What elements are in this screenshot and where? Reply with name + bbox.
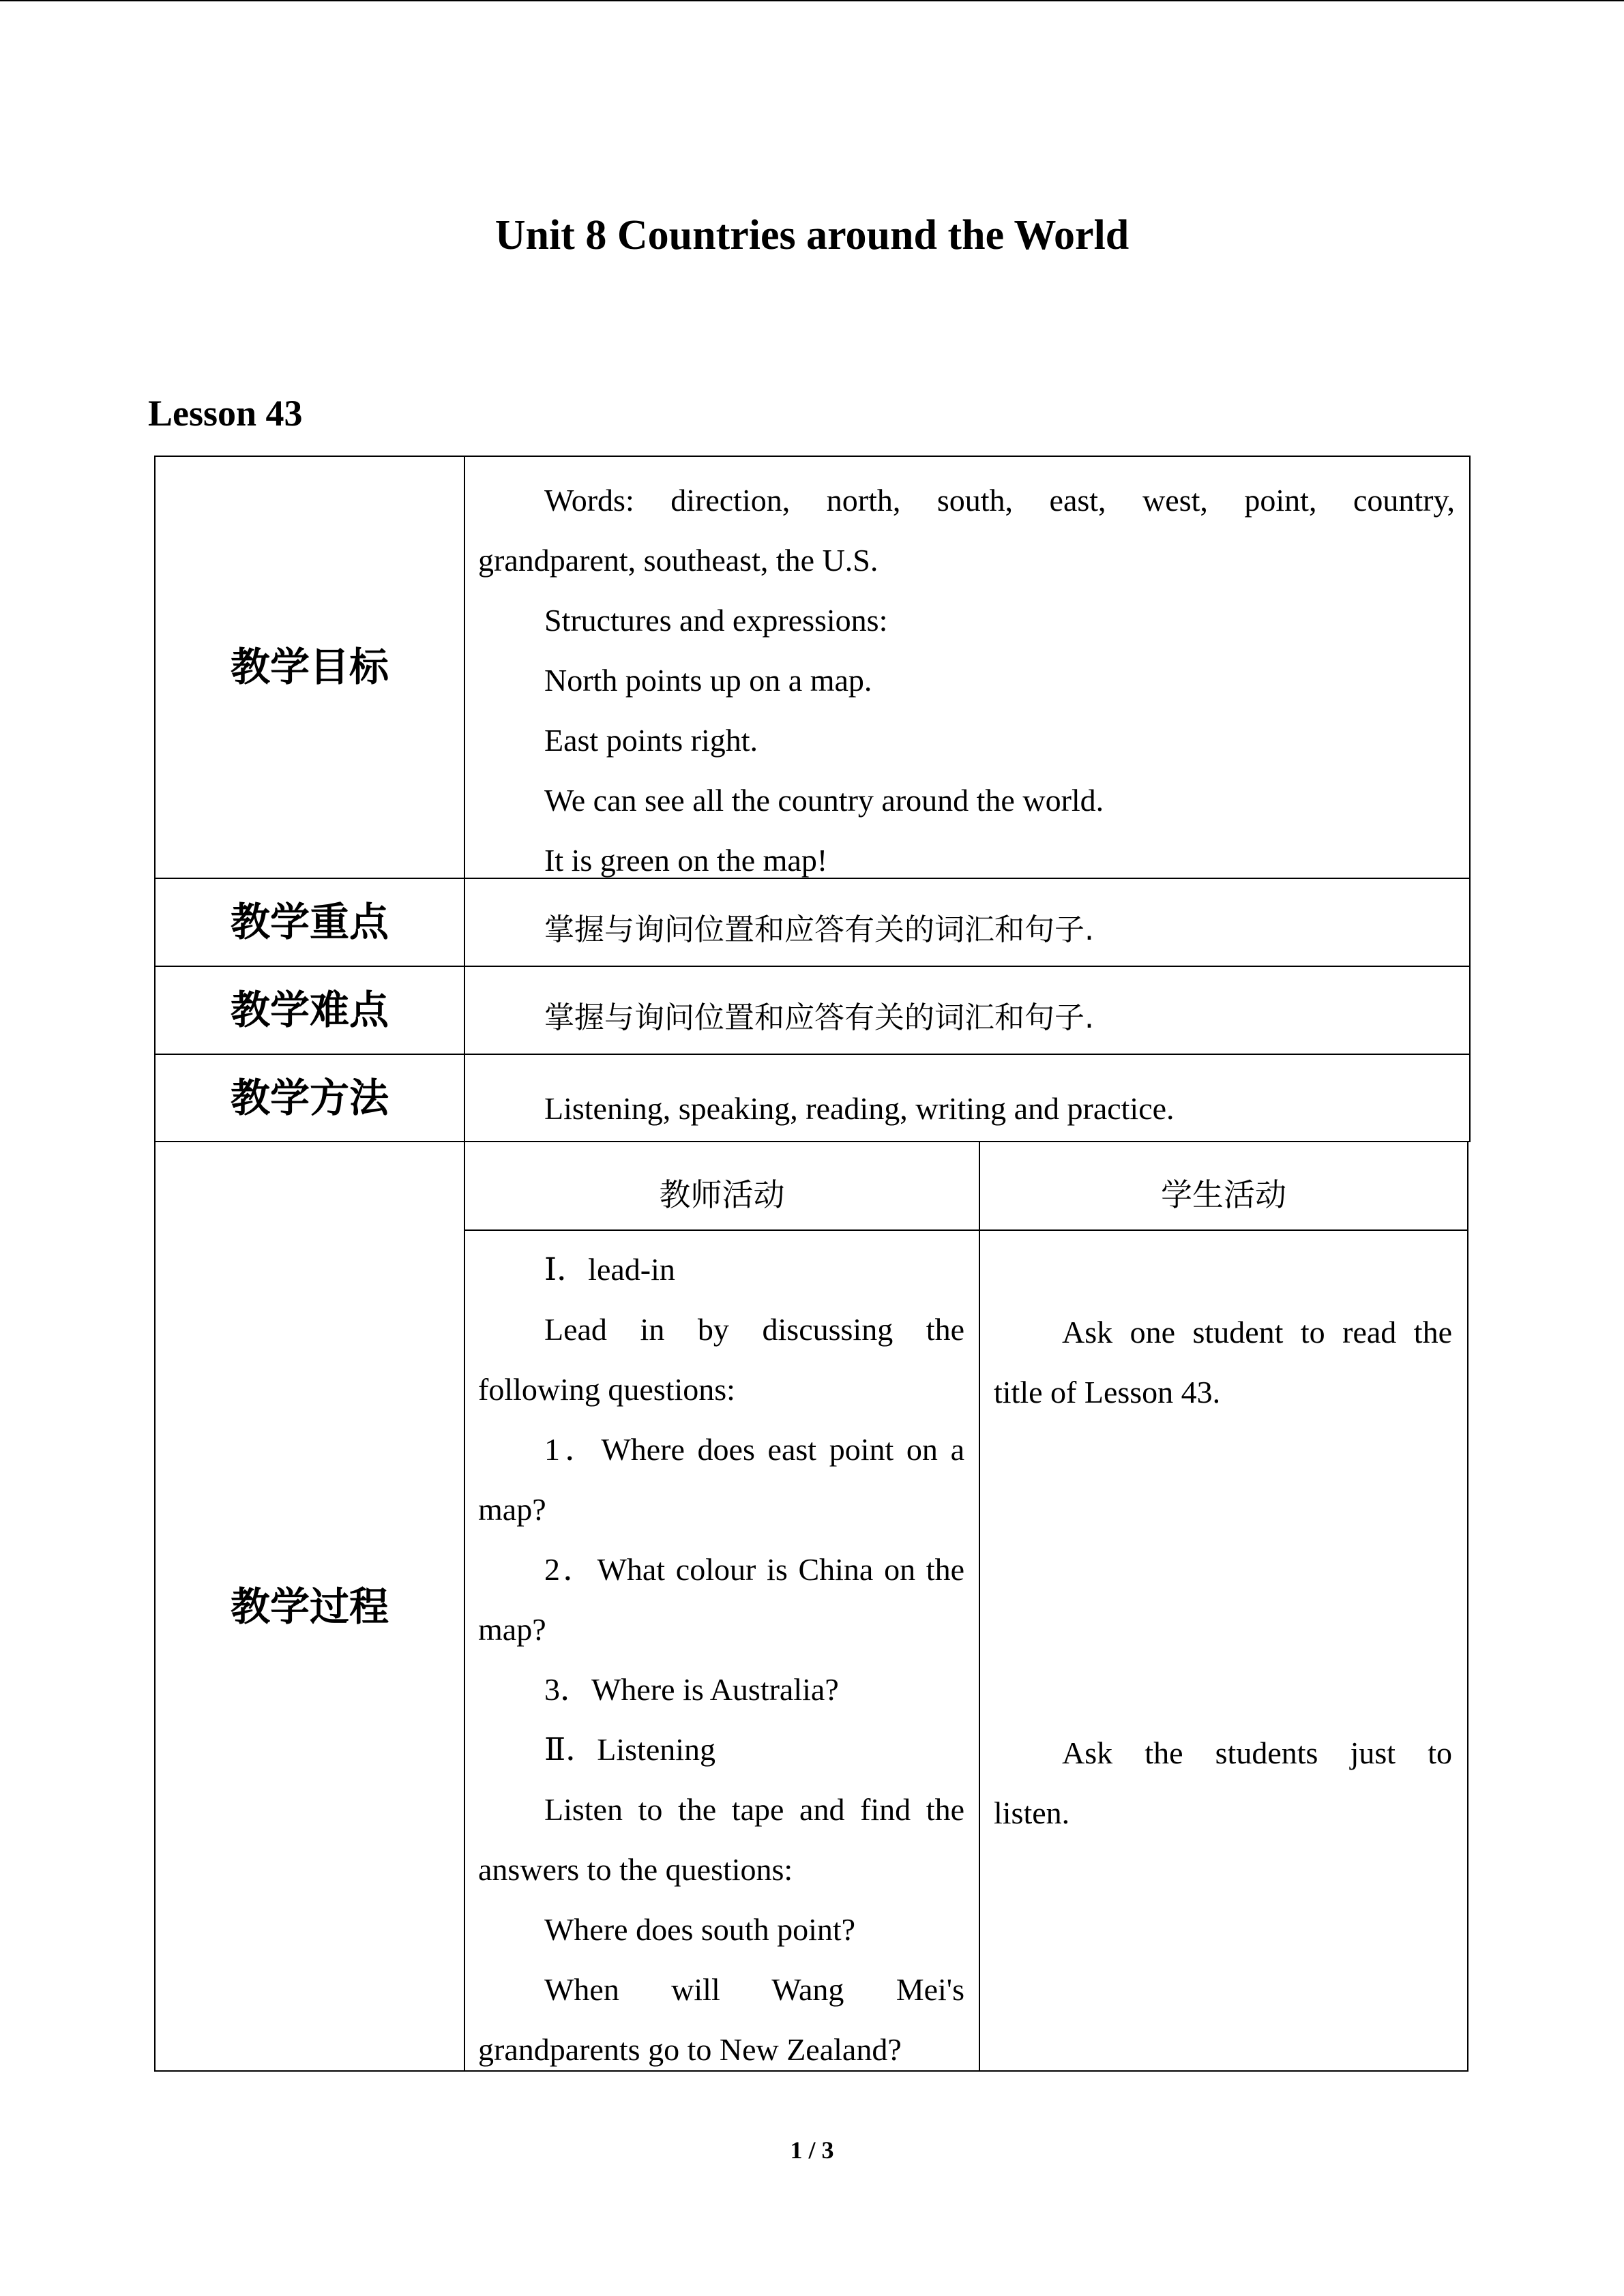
table-border — [154, 1141, 1471, 1142]
objectives-line: grandparent, southeast, the U.S. — [478, 543, 879, 578]
key-points-cell — [478, 900, 1455, 960]
objectives-line: East points right. — [544, 723, 758, 758]
teacher-line: 2．What colour is China on the — [544, 1552, 964, 1587]
teacher-line: Ⅱ．Listening — [544, 1732, 716, 1767]
difficulties-text: 掌握与询问位置和应答有关的词汇和句子. — [544, 1000, 1094, 1035]
key-points-text: 掌握与询问位置和应答有关的词汇和句子. — [544, 912, 1094, 947]
methods-text: Listening, speaking, reading, writing and practice. — [544, 1091, 1175, 1126]
page-number: 1 / 3 — [790, 2136, 834, 2164]
teacher-activity-cell — [478, 1240, 964, 2080]
difficulties-label: 教学难点 — [230, 987, 389, 1033]
student-activity-cell-1 — [994, 1302, 1452, 1422]
student-line: title of Lesson 43. — [994, 1375, 1221, 1410]
document-title: Unit 8 Countries around the World — [494, 212, 1130, 258]
objectives-line: Words: direction, north, south, east, west, point, country, — [544, 483, 1455, 518]
student-line: listen. — [994, 1795, 1070, 1830]
process-label: 教学过程 — [230, 1583, 389, 1630]
methods-cell — [478, 1079, 1455, 1139]
table-border — [464, 456, 465, 2072]
teacher-line: following questions: — [478, 1372, 735, 1407]
student-line: Ask the students just to — [1062, 1735, 1452, 1770]
objectives-label: 教学目标 — [230, 644, 389, 690]
top-border-line — [0, 0, 1624, 1]
teacher-line: Where does south point? — [544, 1912, 856, 1947]
lesson-heading: Lesson 43 — [148, 393, 303, 434]
table-border — [1467, 1141, 1468, 2072]
teacher-line: Listen to the tape and find the — [544, 1792, 964, 1827]
teacher-line: map? — [478, 1612, 546, 1647]
objectives-line: North points up on a map. — [544, 663, 872, 698]
table-border — [464, 1229, 1468, 1231]
student-activity-header: 学生活动 — [1161, 1176, 1286, 1213]
teacher-line: Ⅰ．lead-in — [544, 1252, 675, 1287]
student-activity-cell-2 — [994, 1723, 1452, 1843]
difficulties-cell — [478, 988, 1455, 1048]
teacher-line: Lead in by discussing the — [544, 1312, 964, 1347]
teacher-line: 3．Where is Australia? — [544, 1672, 839, 1707]
table-border — [154, 456, 1471, 457]
objectives-cell — [478, 471, 1455, 891]
objectives-line: It is green on the map! — [544, 843, 828, 878]
objectives-line: We can see all the country around the world. — [544, 783, 1104, 818]
table-border — [154, 966, 1471, 967]
methods-label: 教学方法 — [230, 1075, 389, 1121]
objectives-line: Structures and expressions: — [544, 603, 888, 638]
table-border — [979, 1141, 980, 2072]
table-border — [1469, 456, 1471, 1142]
key-points-label: 教学重点 — [230, 899, 389, 945]
teacher-line: When will Wang Mei's — [544, 1972, 964, 2007]
teacher-activity-header: 教师活动 — [659, 1176, 785, 1213]
teacher-line: map? — [478, 1492, 546, 1527]
table-border — [154, 1054, 1471, 1055]
table-border — [154, 456, 156, 2072]
student-line: Ask one student to read the — [1062, 1315, 1452, 1350]
teacher-line: 1．Where does east point on a — [544, 1432, 964, 1467]
teacher-line: grandparents go to New Zealand? — [478, 2032, 902, 2067]
teacher-line: answers to the questions: — [478, 1852, 793, 1887]
